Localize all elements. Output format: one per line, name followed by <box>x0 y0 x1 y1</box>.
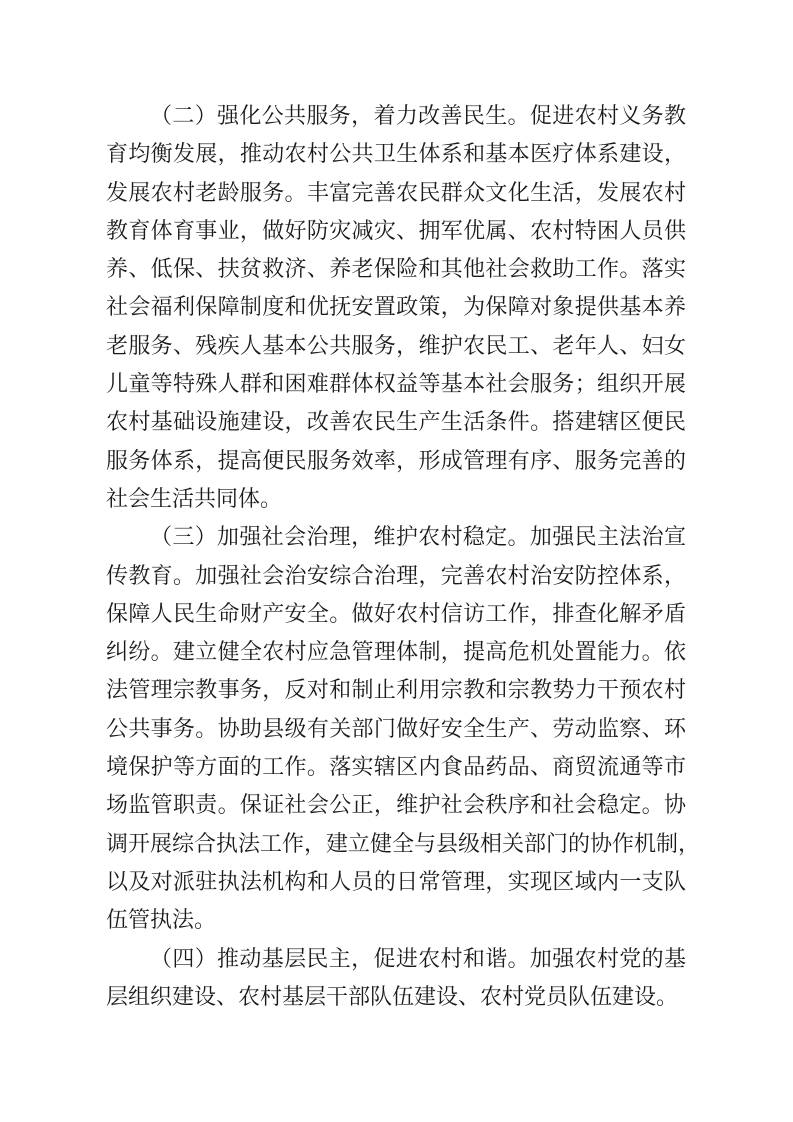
text-line: 传教育。加强社会治安综合治理，完善农村治安防控体系， <box>106 563 686 589</box>
document-body <box>106 98 701 1017</box>
text-line: 场监管职责。保证社会公正，维护社会秩序和社会稳定。协 <box>106 793 686 819</box>
text-line: （二）强化公共服务，着力改善民生。促进农村义务教 <box>150 104 686 129</box>
text-line: （三）加强社会治理，维护农村稳定。加强民主法治宣 <box>150 525 686 551</box>
text-line: 调开展综合执法工作，建立健全与县级相关部门的协作机制， <box>106 831 701 857</box>
text-line: 育均衡发展，推动农村公共卫生体系和基本医疗体系建设， <box>106 142 686 168</box>
text-line: 保障人民生命财产安全。做好农村信访工作，排查化解矛盾 <box>106 601 686 627</box>
text-line: 教育体育事业，做好防灾减灾、拥军优属、农村特困人员供 <box>106 218 686 244</box>
text-line: 老服务、残疾人基本公共服务，维护农民工、老年人、妇女 <box>106 333 686 359</box>
text-line: 法管理宗教事务，反对和制止利用宗教和宗教势力干预农村 <box>106 678 686 704</box>
text-line: 农村基础设施建设，改善农民生产生活条件。搭建辖区便民 <box>106 410 686 436</box>
text-line: （四）推动基层民主，促进农村和谐。加强农村党的基 <box>150 946 686 972</box>
text-line: 养、低保、扶贫救济、养老保险和其他社会救助工作。落实 <box>106 257 686 283</box>
paragraph-grassroots-democracy <box>106 941 686 1018</box>
text-line: 境保护等方面的工作。落实辖区内食品药品、商贸流通等市 <box>106 755 686 781</box>
text-line: 社会生活共同体。 <box>106 486 283 512</box>
text-line: 层组织建设、农村基层干部队伍建设、农村党员队伍建设。 <box>106 984 679 1010</box>
text-line: 服务体系，提高便民服务效率，形成管理有序、服务完善的 <box>106 448 686 474</box>
text-line: 公共事务。协助县级有关部门做好安全生产、劳动监察、环 <box>106 716 686 742</box>
paragraph-social-governance <box>106 519 701 940</box>
text-line: 以及对派驻执法机构和人员的日常管理，实现区域内一支队 <box>106 869 686 895</box>
paragraph-public-services <box>106 98 686 519</box>
text-line: 纠纷。建立健全农村应急管理体制，提高危机处置能力。依 <box>106 640 686 666</box>
text-line: 社会福利保障制度和优抚安置政策，为保障对象提供基本养 <box>106 295 686 321</box>
text-line: 儿童等特殊人群和困难群体权益等基本社会服务；组织开展 <box>106 372 686 398</box>
text-line: 伍管执法。 <box>106 908 217 934</box>
text-line: 发展农村老龄服务。丰富完善农民群众文化生活，发展农村 <box>106 180 686 206</box>
